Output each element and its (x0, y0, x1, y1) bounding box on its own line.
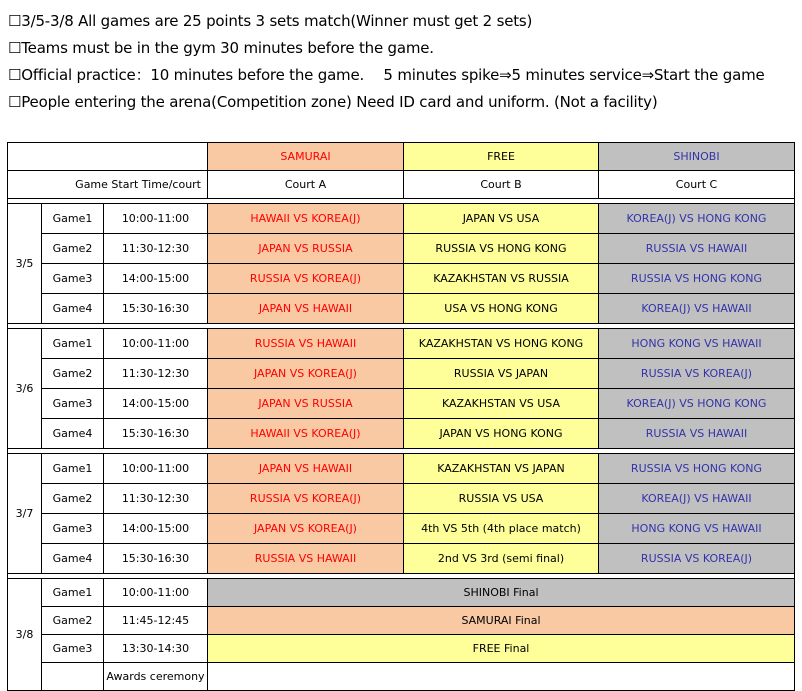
court-c-match: KOREA(J) VS HAWAII (599, 484, 795, 514)
game-row (8, 484, 795, 514)
game-number: Game4 (42, 419, 104, 449)
court-a-match: RUSSIA VS KOREA(J) (208, 484, 404, 514)
court-a-label: Court A (208, 171, 404, 199)
court-b-match: KAZAKHSTAN VS JAPAN (404, 454, 599, 484)
game-row (8, 359, 795, 389)
game-number: Game3 (42, 264, 104, 294)
game-time: 15:30-16:30 (104, 419, 208, 449)
court-b-match: 4th VS 5th (4th place match) (404, 514, 599, 544)
note-line: ☐3/5-3/8 All games are 25 points 3 sets match(Winner must get 2 sets) (8, 12, 533, 30)
final-match: FREE Final (208, 635, 795, 663)
team-shinobi: SHINOBI (599, 143, 795, 171)
final-row (8, 607, 795, 635)
game-time: 10:00-11:00 (104, 579, 208, 607)
game-row (8, 234, 795, 264)
game-number: Game4 (42, 294, 104, 324)
game-row (8, 204, 795, 234)
court-c-match: RUSSIA VS HAWAII (599, 234, 795, 264)
court-a-match: HAWAII VS KOREA(J) (208, 419, 404, 449)
game-time: 14:00-15:00 (104, 389, 208, 419)
court-b-match: JAPAN VS USA (404, 204, 599, 234)
note-line: ☐Official practice：10 minutes before the game. 5 minutes spike⇒5 minutes service⇒Start the game (8, 66, 765, 84)
court-c-match: KOREA(J) VS HONG KONG (599, 389, 795, 419)
awards-ceremony: Awards ceremony (104, 663, 208, 691)
team-samurai: SAMURAI (208, 143, 404, 171)
note-line: ☐Teams must be in the gym 30 minutes before the game. (8, 39, 434, 57)
game-time: 11:30-12:30 (104, 234, 208, 264)
final-match: SHINOBI Final (208, 579, 795, 607)
court-b-match: USA VS HONG KONG (404, 294, 599, 324)
game-time: 10:00-11:00 (104, 329, 208, 359)
court-b-match: 2nd VS 3rd (semi final) (404, 544, 599, 574)
final-match: SAMURAI Final (208, 607, 795, 635)
court-b-match: KAZAKHSTAN VS USA (404, 389, 599, 419)
court-b-match: RUSSIA VS JAPAN (404, 359, 599, 389)
court-a-match: RUSSIA VS HAWAII (208, 329, 404, 359)
final-row (8, 579, 795, 607)
court-c-match: RUSSIA VS KOREA(J) (599, 359, 795, 389)
game-number: Game1 (42, 454, 104, 484)
game-number: Game3 (42, 635, 104, 663)
team-free: FREE (404, 143, 599, 171)
game-row (8, 389, 795, 419)
day-date: 3/8 (8, 579, 42, 691)
court-a-match: RUSSIA VS HAWAII (208, 544, 404, 574)
game-time: 10:00-11:00 (104, 454, 208, 484)
court-c-match: RUSSIA VS HAWAII (599, 419, 795, 449)
game-time: 15:30-16:30 (104, 294, 208, 324)
court-b-match: RUSSIA VS HONG KONG (404, 234, 599, 264)
court-c-match: RUSSIA VS KOREA(J) (599, 544, 795, 574)
game-number: Game1 (42, 329, 104, 359)
game-time: 14:00-15:00 (104, 264, 208, 294)
note-line: ☐People entering the arena(Competition zone) Need ID card and uniform. (Not a facility) (8, 93, 658, 111)
game-number: Game1 (42, 204, 104, 234)
court-b-label: Court B (404, 171, 599, 199)
team-header-row (8, 143, 795, 171)
game-number: Game2 (42, 234, 104, 264)
court-c-match: RUSSIA VS HONG KONG (599, 454, 795, 484)
court-c-match: HONG KONG VS HAWAII (599, 514, 795, 544)
awards-empty (208, 663, 795, 691)
game-row (8, 514, 795, 544)
schedule-table (7, 142, 795, 691)
game-row (8, 454, 795, 484)
day-date: 3/5 (8, 204, 42, 324)
day-date: 3/7 (8, 454, 42, 574)
court-header-row (8, 171, 795, 199)
awards-row (8, 663, 795, 691)
game-time: 13:30-14:30 (104, 635, 208, 663)
court-c-match: KOREA(J) VS HAWAII (599, 294, 795, 324)
court-a-match: HAWAII VS KOREA(J) (208, 204, 404, 234)
game-time: 11:30-12:30 (104, 359, 208, 389)
day-date: 3/6 (8, 329, 42, 449)
game-time: 11:30-12:30 (104, 484, 208, 514)
game-number: Game2 (42, 607, 104, 635)
game-time: 10:00-11:00 (104, 204, 208, 234)
header-blank (8, 143, 208, 171)
court-a-match: RUSSIA VS KOREA(J) (208, 264, 404, 294)
game-row (8, 419, 795, 449)
game-row (8, 329, 795, 359)
game-number: Game2 (42, 359, 104, 389)
court-c-match: HONG KONG VS HAWAII (599, 329, 795, 359)
game-time: 15:30-16:30 (104, 544, 208, 574)
court-a-match: JAPAN VS HAWAII (208, 454, 404, 484)
court-b-match: KAZAKHSTAN VS HONG KONG (404, 329, 599, 359)
game-number: Game1 (42, 579, 104, 607)
game-time: 14:00-15:00 (104, 514, 208, 544)
court-c-match: KOREA(J) VS HONG KONG (599, 204, 795, 234)
court-a-match: JAPAN VS KOREA(J) (208, 514, 404, 544)
court-a-match: JAPAN VS HAWAII (208, 294, 404, 324)
court-c-label: Court C (599, 171, 795, 199)
game-number: Game2 (42, 484, 104, 514)
court-b-match: KAZAKHSTAN VS RUSSIA (404, 264, 599, 294)
time-court-label: Game Start Time/court (8, 171, 208, 199)
game-number: Game3 (42, 514, 104, 544)
awards-blank (42, 663, 104, 691)
court-b-match: RUSSIA VS USA (404, 484, 599, 514)
game-row (8, 294, 795, 324)
court-a-match: JAPAN VS RUSSIA (208, 389, 404, 419)
game-row (8, 264, 795, 294)
notes-section (8, 8, 765, 116)
game-time: 11:45-12:45 (104, 607, 208, 635)
court-a-match: JAPAN VS RUSSIA (208, 234, 404, 264)
court-a-match: JAPAN VS KOREA(J) (208, 359, 404, 389)
game-number: Game4 (42, 544, 104, 574)
game-number: Game3 (42, 389, 104, 419)
game-row (8, 544, 795, 574)
final-row (8, 635, 795, 663)
court-b-match: JAPAN VS HONG KONG (404, 419, 599, 449)
court-c-match: RUSSIA VS HONG KONG (599, 264, 795, 294)
